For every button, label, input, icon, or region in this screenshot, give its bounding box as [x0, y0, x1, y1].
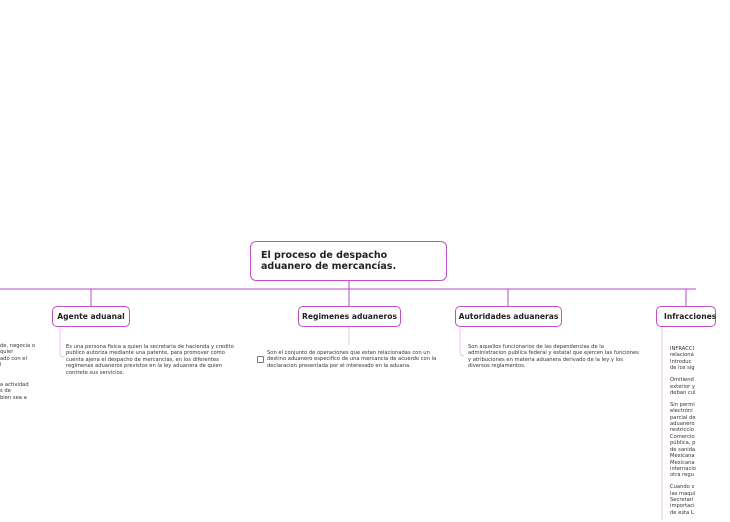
note-paragraph: Cuando s las maqui Secretarí importaci de esta L — [670, 484, 696, 516]
central-topic[interactable] — [250, 241, 447, 281]
topic-regimenes-aduaneros[interactable] — [298, 306, 401, 327]
left-note-fragment[interactable]: de, negocia o quier ado con el l — [0, 343, 36, 369]
topic-label: Infracciones — [664, 312, 717, 321]
note-paragraph: INFRACCI relaciona introduc de los sig — [670, 346, 695, 372]
note-connector-autoridades — [460, 327, 464, 356]
note-agente-aduanal[interactable]: Es una persona fisica a quien la secretaria de hacienda y credito publico autoriza mediante una patente, para promover como cuenta ajena el despacho de mercancias, en los diferentes regimenes aduaneros previstos en la ley aduanera de quien contrete sus servicios. — [66, 344, 234, 376]
note-paragraph: Omitiend exterior y deban cul — [670, 377, 696, 396]
note-infracciones[interactable] — [670, 346, 730, 522]
note-paragraph: Sin permi electróni parcial de aduanero restriccio Comercio pública, p de sanida Mexicana Mexicana internacio otra regu — [670, 401, 696, 479]
note-connector-agente — [60, 327, 64, 357]
topic-infracciones[interactable] — [656, 306, 716, 327]
note-regimenes-aduaneros[interactable]: Son el conjunto de operaciones que estan relacionadas con un destino aduanero especifico de una mercancia de acuerdo con la declaracion presentada por el interesado en la aduana. — [267, 350, 437, 369]
left-note-fragment[interactable]: a actividad s de bien sea a — [0, 382, 29, 401]
central-topic-title: El proceso de despacho aduanero de mercancías. — [261, 250, 397, 272]
checkbox-icon[interactable] — [257, 356, 264, 363]
topic-agente-aduanal[interactable] — [52, 306, 130, 327]
topic-autoridades-aduaneras[interactable] — [455, 306, 562, 327]
topic-label: Regimenes aduaneros — [302, 312, 397, 321]
topic-label: Agente aduanal — [57, 312, 125, 321]
topic-label: Autoridades aduaneras — [458, 312, 559, 321]
note-autoridades-aduaneras[interactable]: Son aquellos funcionarios de las dependencias de la administracion publica federal y estatal que ejercen las funciones y atribuciones en materia aduanera derivado de la ley y los diversos reglamentos. — [468, 344, 639, 370]
